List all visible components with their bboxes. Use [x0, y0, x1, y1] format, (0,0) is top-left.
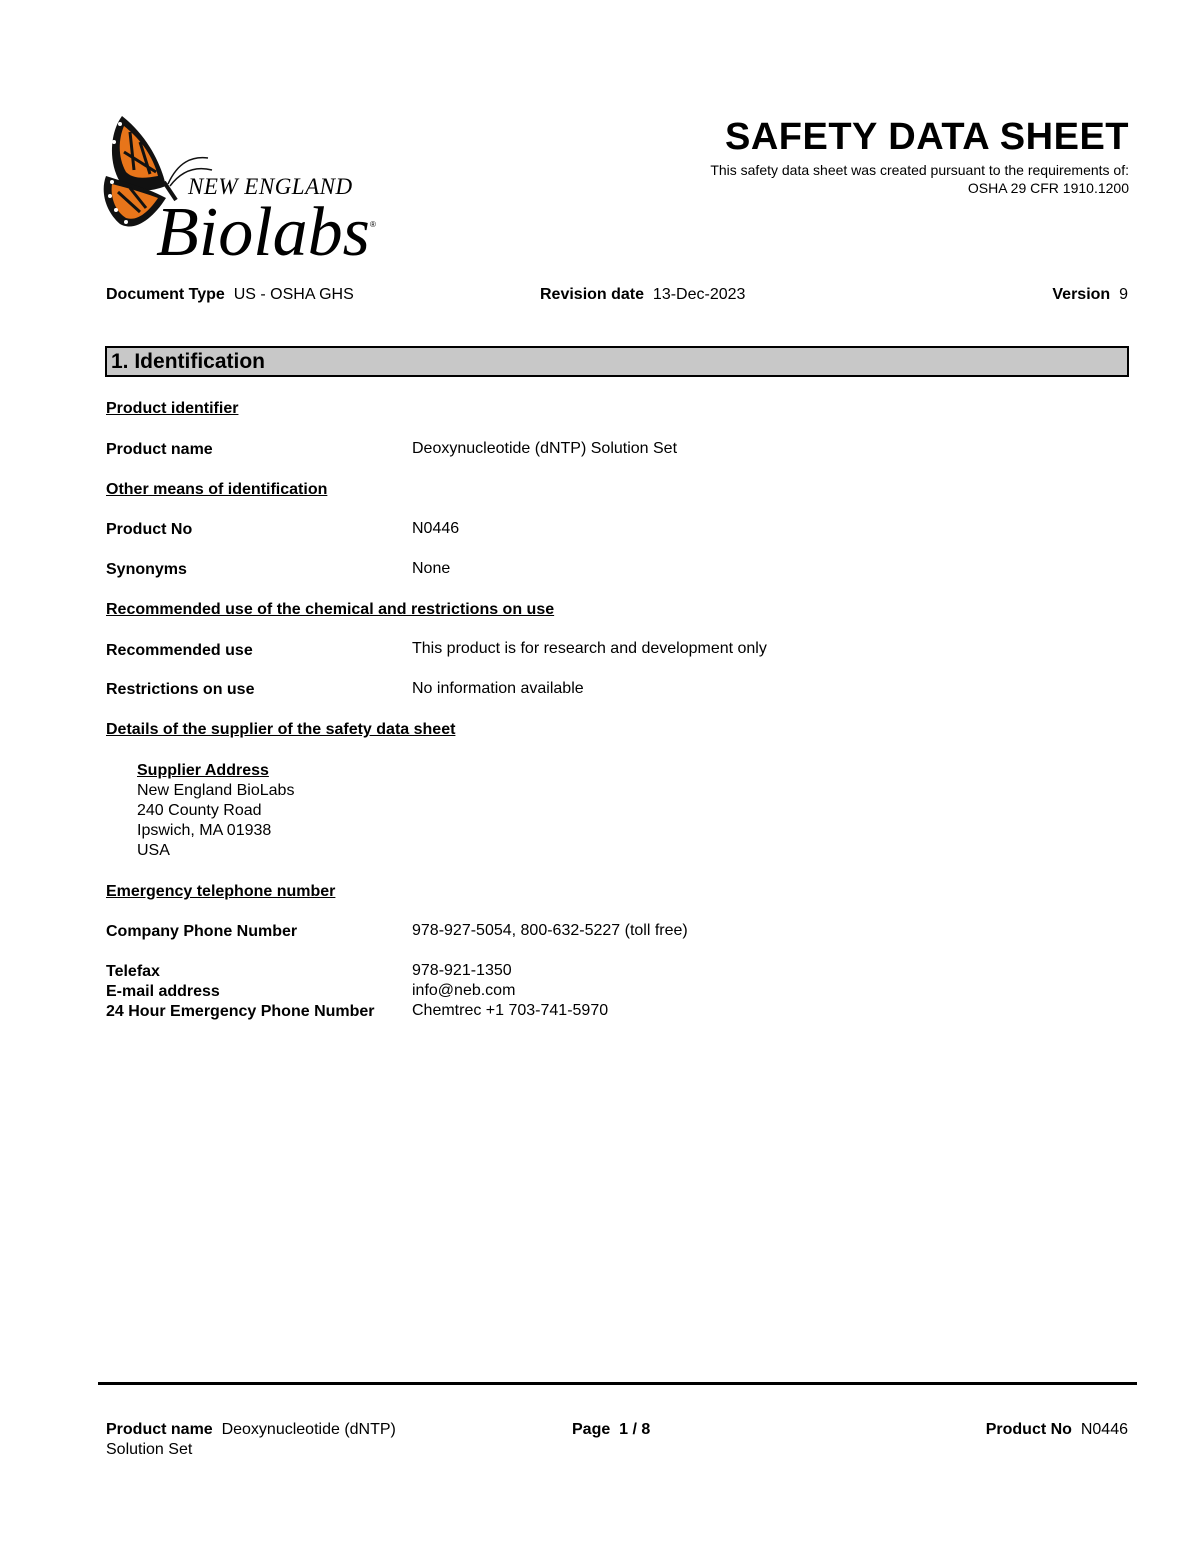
version — [1052, 285, 1128, 305]
supplier-line: 240 County Road — [137, 802, 262, 819]
version-label: Version — [1052, 286, 1111, 303]
footer-product-name-value-cont: Solution Set — [106, 1441, 193, 1458]
restrictions-value: No information available — [412, 680, 584, 697]
revision-date — [540, 285, 745, 305]
footer-page — [572, 1420, 650, 1440]
emergency-heading: Emergency telephone number — [106, 883, 336, 900]
section-title: 1. Identification — [111, 350, 266, 373]
restrictions-label: Restrictions on use — [106, 681, 255, 698]
synonyms-value: None — [412, 560, 451, 577]
product-no-value: N0446 — [412, 520, 460, 537]
document-title: SAFETY DATA SHEET — [724, 116, 1129, 158]
revision-date-label: Revision date — [540, 286, 645, 303]
company-phone-value: 978-927-5054, 800-632-5227 (toll free) — [412, 922, 688, 939]
footer-page-value: 1 / 8 — [619, 1421, 651, 1438]
product-name-label: Product name — [106, 441, 213, 458]
supplier-line: Ipswich, MA 01938 — [137, 822, 272, 839]
section-header — [105, 346, 1129, 377]
supplier-line: New England BioLabs — [137, 782, 295, 799]
emergency-phone-value: Chemtrec +1 703-741-5970 — [412, 1002, 609, 1019]
footer-page-label: Page — [572, 1421, 611, 1438]
footer-product-no-label: Product No — [985, 1421, 1072, 1438]
telefax-label: Telefax — [106, 963, 160, 980]
email-label: E-mail address — [106, 983, 220, 1000]
logo-line1: NEW ENGLAND — [188, 174, 353, 199]
product-identifier-heading: Product identifier — [106, 400, 239, 417]
document-type — [106, 285, 354, 305]
product-name-value: Deoxynucleotide (dNTP) Solution Set — [412, 440, 678, 457]
document-type-value: US - OSHA GHS — [233, 286, 354, 303]
title-subtitle: This safety data sheet was created pursuant to the requirements of: — [710, 162, 1129, 178]
synonyms-label: Synonyms — [106, 561, 187, 578]
revision-date-value: 13-Dec-2023 — [652, 286, 746, 303]
logo-line2: Biolabs — [156, 194, 370, 271]
supplier-address-label: Supplier Address — [137, 762, 269, 779]
supplier-heading: Details of the supplier of the safety data sheet — [106, 721, 456, 738]
supplier-address — [137, 761, 294, 861]
emergency-phone-label: 24 Hour Emergency Phone Number — [106, 1003, 375, 1020]
telefax-value: 978-921-1350 — [412, 962, 512, 979]
recommended-use-label: Recommended use — [106, 642, 253, 659]
footer-product-name-value: Deoxynucleotide (dNTP) — [221, 1421, 396, 1438]
supplier-line: USA — [137, 842, 170, 859]
email-value: info@neb.com — [412, 982, 516, 999]
footer-product-no-value: N0446 — [1080, 1421, 1128, 1438]
company-phone-label: Company Phone Number — [106, 923, 298, 940]
neb-logo — [100, 112, 390, 272]
product-no-label: Product No — [106, 521, 193, 538]
footer-product-no — [986, 1420, 1128, 1440]
document-type-label: Document Type — [106, 286, 225, 303]
recommended-use-value: This product is for research and development only — [412, 640, 767, 657]
other-means-heading: Other means of identification — [106, 481, 328, 498]
footer-product-name — [106, 1420, 396, 1460]
title-regulation: OSHA 29 CFR 1910.1200 — [967, 180, 1129, 196]
footer-divider — [98, 1382, 1137, 1385]
footer-product-name-label: Product name — [106, 1421, 213, 1438]
registered-mark: ® — [370, 220, 376, 229]
recommended-use-heading: Recommended use of the chemical and restrictions on use — [106, 601, 555, 618]
version-value: 9 — [1119, 286, 1128, 303]
